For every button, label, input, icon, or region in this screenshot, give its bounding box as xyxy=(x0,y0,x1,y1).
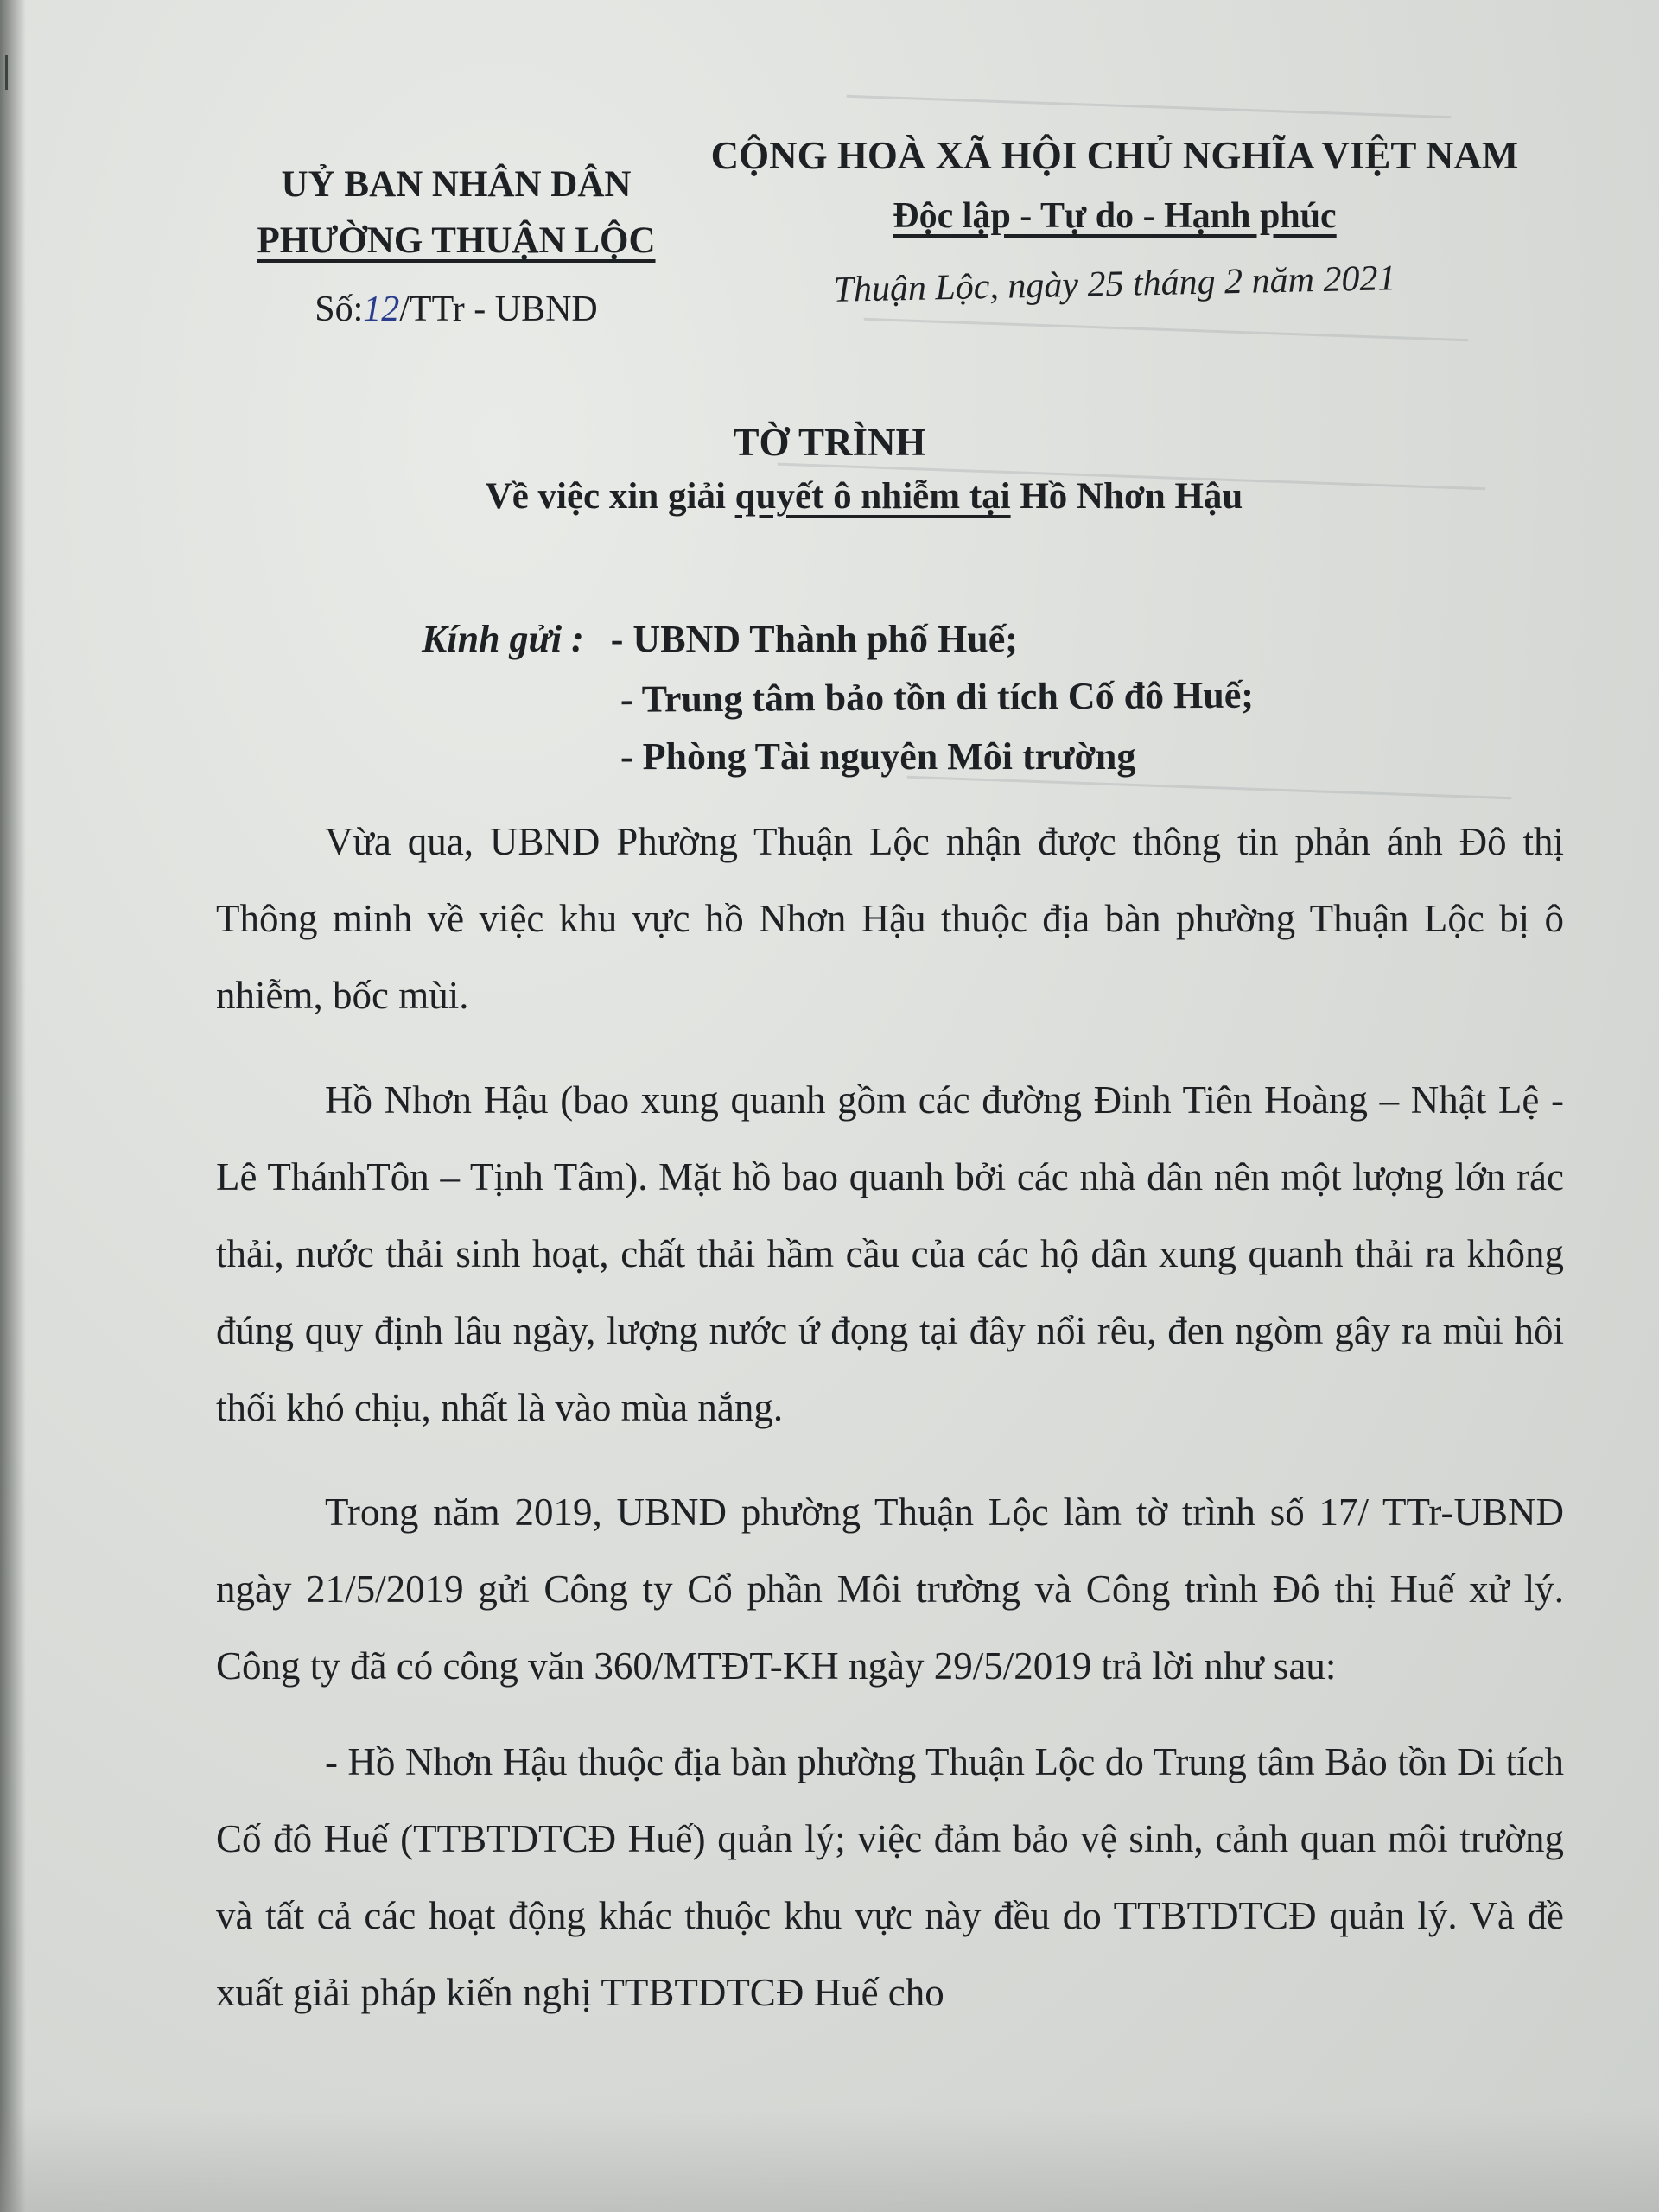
recipient-item: - Phòng Tài nguyên Môi trường xyxy=(620,735,1136,778)
document-date: Thuận Lộc, ngày 25 tháng 2 năm 2021 xyxy=(833,258,1396,310)
body-paragraph: Trong năm 2019, UBND phường Thuận Lộc làm tờ trình số 17/ TTr-UBND ngày 21/5/2019 gửi Công ty Cổ phần Môi trường và Công trình Đô thị Huế xử lý. Công ty đã có công văn 360/MTĐT-KH ngày 29/5/2019 trả lời như sau: xyxy=(216,1491,1564,1688)
recipient-row xyxy=(422,617,1254,676)
agency-name-line2: PHƯỜNG THUẬN LỘC xyxy=(257,220,656,261)
document-number xyxy=(232,289,681,330)
doc-number-value: 12 xyxy=(363,289,400,329)
document-body xyxy=(216,804,1564,2031)
staple-mark xyxy=(5,55,20,90)
agency-header xyxy=(232,162,681,330)
recipient-item: - UBND Thành phố Huế; xyxy=(610,618,1018,660)
show-through-1 xyxy=(847,69,1452,118)
document-type-title: TỜ TRÌNH xyxy=(733,421,926,464)
subject-part-underlined: quyết ô nhiễm tại xyxy=(734,476,1011,517)
recipients-block xyxy=(422,617,1254,793)
national-motto: Độc lập - Tự do - Hạnh phúc xyxy=(893,196,1337,236)
page-edge-shadow xyxy=(0,0,26,2212)
national-title: CỘNG HOÀ XÃ HỘI CHỦ NGHĨA VIỆT NAM xyxy=(710,134,1519,177)
subject-part-3: Hồ Nhơn Hậu xyxy=(1010,476,1243,517)
recipients-label: Kính gửi : xyxy=(422,618,584,660)
body-paragraph: Vừa qua, UBND Phường Thuận Lộc nhận được thông tin phản ánh Đô thị Thông minh về việc khu vực hồ Nhơn Hậu thuộc địa bàn phường Thuận Lộc bị ô nhiễm, bốc mùi. xyxy=(216,820,1564,1017)
doc-number-prefix: Số: xyxy=(315,289,364,329)
subject-part-1: Về việc xin giải xyxy=(485,476,735,517)
body-paragraph: Hồ Nhơn Hậu (bao xung quanh gồm các đường Đinh Tiên Hoàng – Nhật Lệ - Lê ThánhTôn – Tịnh Tâm). Mặt hồ bao quanh bởi các nhà dân nên một lượng lớn rác thải, nước thải sinh hoạt, chất thải hầm cầu của các hộ dân xung quanh thải ra không đúng quy định lâu ngày, lượng nước ứ đọng tại đây nổi rêu, đen ngòm gây ra mùi hôi thối khó chịu, nhất là vào mùa nắng. xyxy=(216,1078,1564,1429)
body-paragraph: - Hồ Nhơn Hậu thuộc địa bàn phường Thuận Lộc do Trung tâm Bảo tồn Di tích Cố đô Huế (TTBTDTCĐ Huế) quản lý; việc đảm bảo vệ sinh, cảnh quan môi trường và tất cả các hoạt động khác thuộc khu vực này đều do TTBTDTCĐ quản lý. Và đề xuất giải pháp kiến nghị TTBTDTCĐ Huế cho xyxy=(216,1740,1564,2014)
doc-number-suffix: /TTr - UBND xyxy=(399,289,598,329)
recipient-row xyxy=(422,734,1254,793)
page-bottom-shadow xyxy=(0,2108,1659,2212)
document-subject xyxy=(35,475,1659,518)
recipient-item: - Trung tâm bảo tồn di tích Cố đô Huế; xyxy=(620,673,1255,721)
recipient-row xyxy=(422,673,1254,738)
agency-name-line1: UỶ BAN NHÂN DÂN xyxy=(281,164,632,205)
national-header xyxy=(691,134,1538,310)
